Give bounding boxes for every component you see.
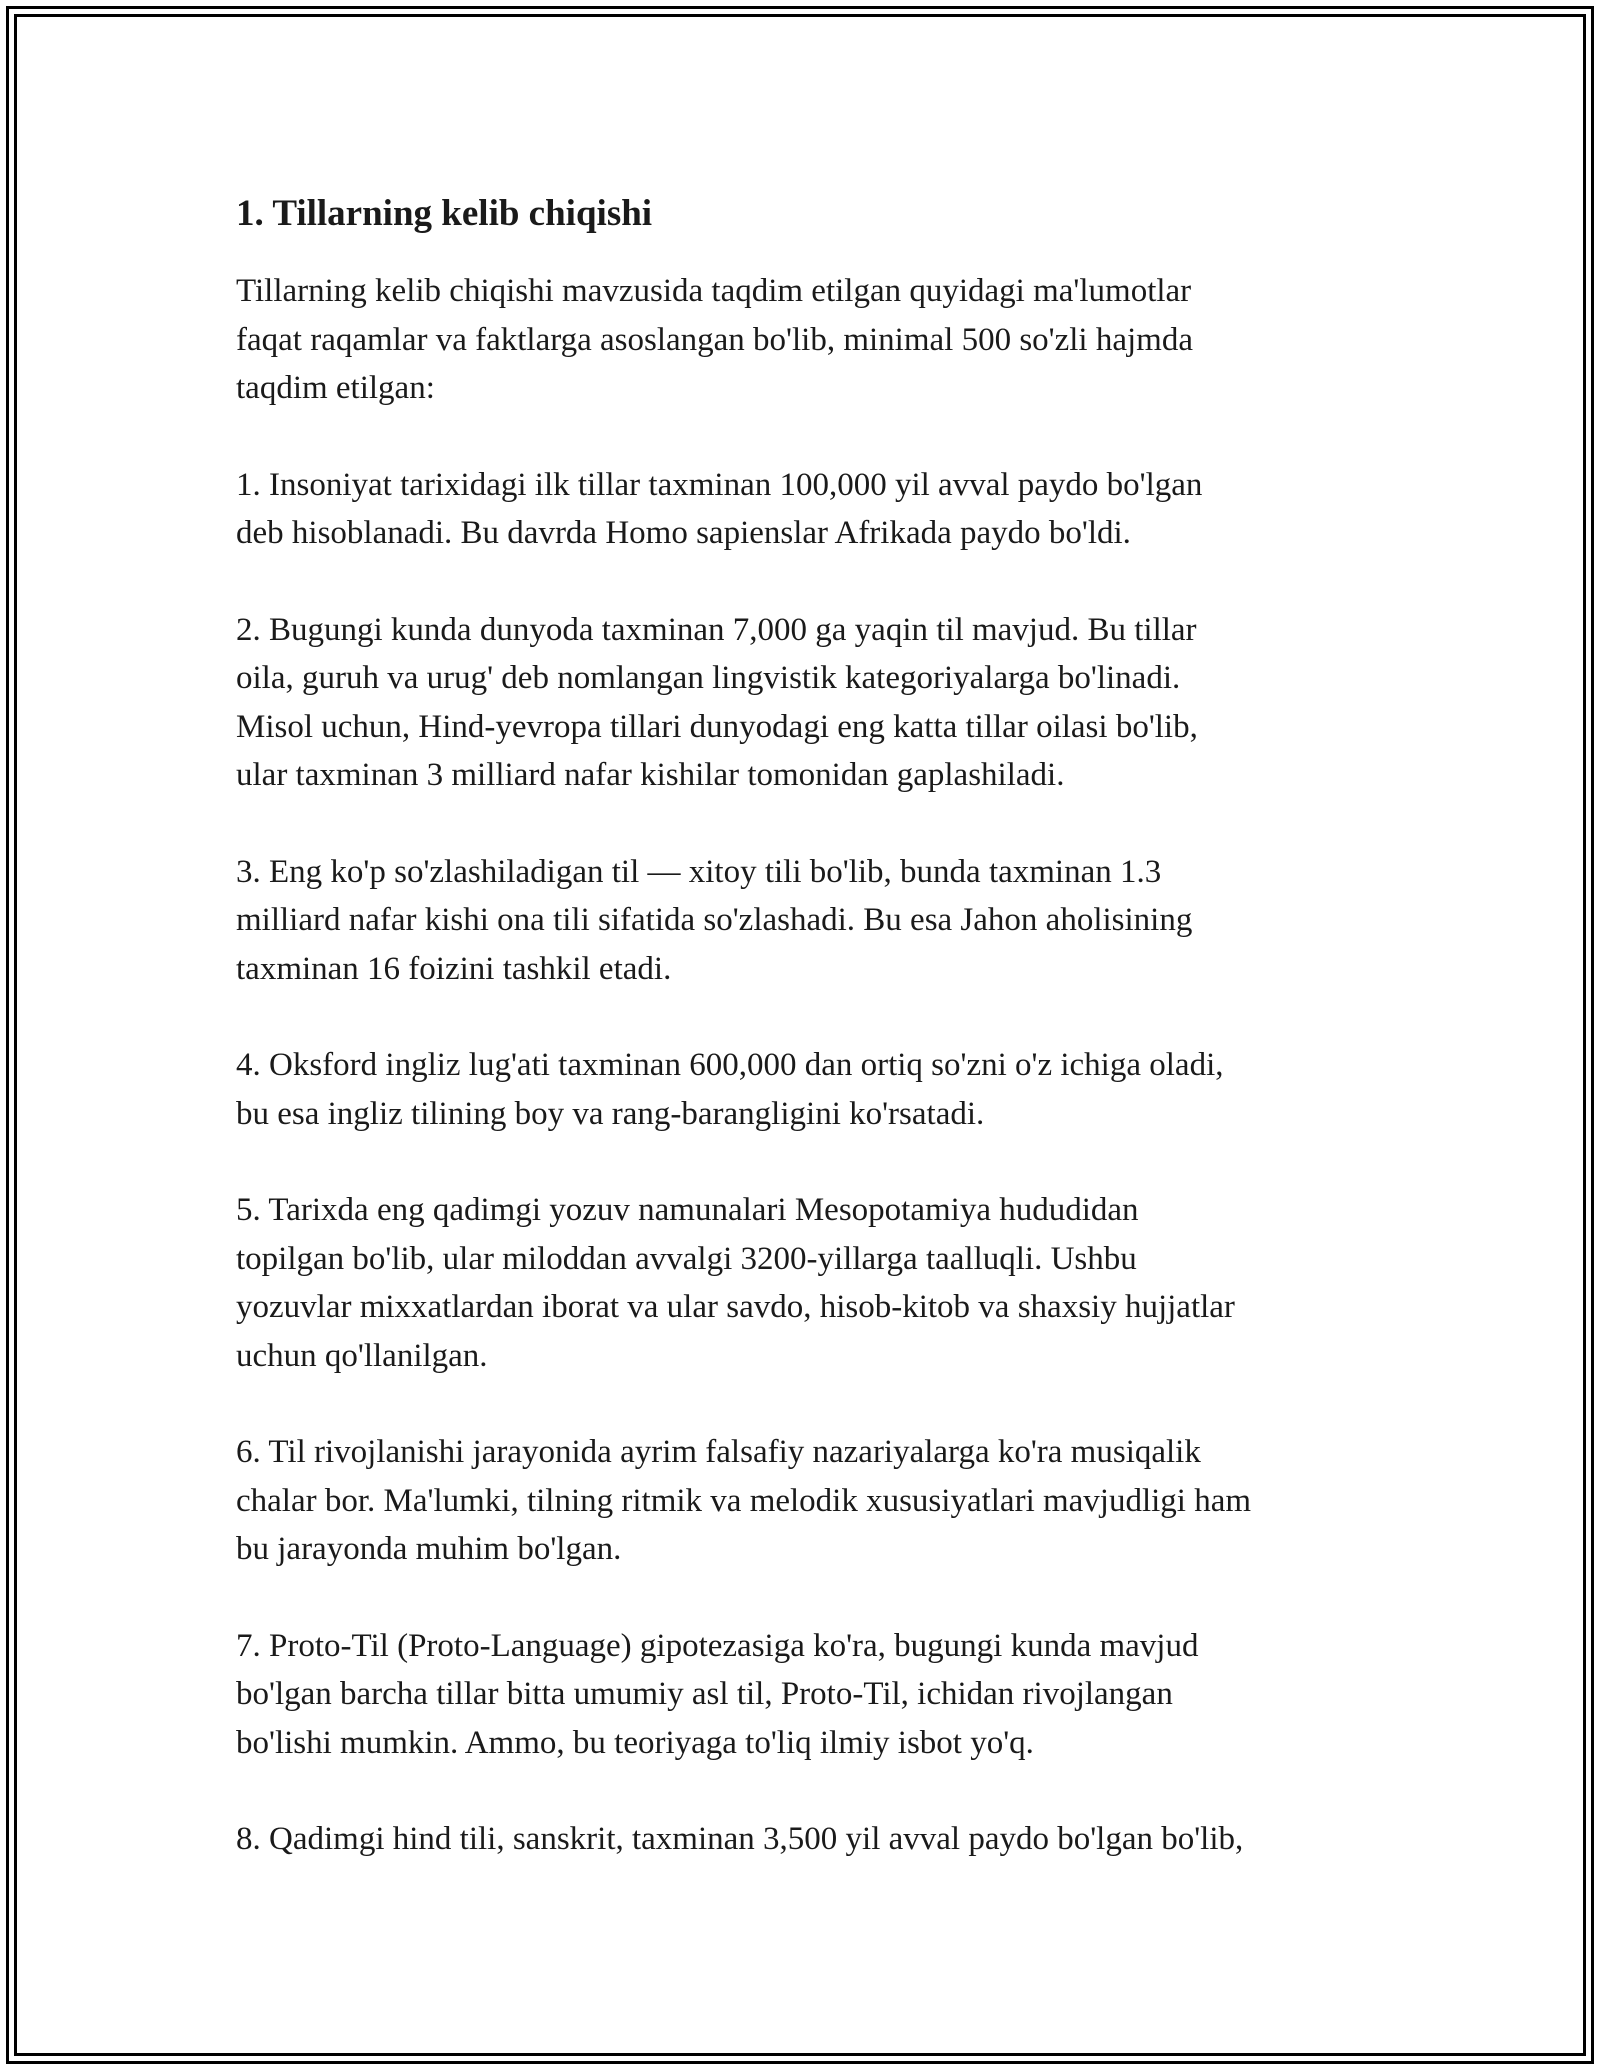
intro-paragraph: Tillarning kelib chiqishi mavzusida taqdim etilgan quyidagi ma'lumotlar faqat raqamlar va faktlarga asoslangan bo'lib, minimal 500 so'zli hajmda taqdim etilgan: [236, 273, 1193, 406]
section-title: 1. Tillarning kelib chiqishi [236, 193, 653, 234]
list-item-6: 6. Til rivojlanishi jarayonida ayrim falsafiy nazariyalarga ko'ra musiqalik chalar bor. Ma'lumki, tilning ritmik va melodik xususiyatlari mavjudligi ham bu jarayonda muhim bo'lgan. [236, 1434, 1252, 1567]
list-item-3: 3. Eng ko'p so'zlashiladigan til — xitoy tili bo'lib, bunda taxminan 1.3 milliard nafar kishi ona tili sifatida so'zlashadi. Bu esa Jahon aholisining taxminan 16 foizini tashkil etadi. [236, 853, 1193, 987]
list-item-2: 2. Bugungi kunda dunyoda taxminan 7,000 ga yaqin til mavjud. Bu tillar oila, guruh va urug' deb nomlangan lingvistik kategoriyalarga bo'linadi. Misol uchun, Hind-yevropa tillari dunyodagi eng katta tillar oilasi bo'lib, ular taxminan 3 milliard nafar kishilar tomonidan gaplashiladi. [236, 611, 1198, 793]
list-item-5: 5. Tarixda eng qadimgi yozuv namunalari Mesopotamiya hududidan topilgan bo'lib, ular miloddan avvalgi 3200-yillarga taalluqli. Ushbu yozuvlar mixxatlardan iborat va ular savdo, hisob-kitob va shaxsiy hujjatlar uchun qo'llanilgan. [236, 1192, 1235, 1374]
list-item-1: 1. Insoniyat tarixidagi ilk tillar taxminan 100,000 yil avval paydo bo'lgan deb hisoblanadi. Bu davrda Homo sapienslar Afrikada paydo bo'ldi. [236, 466, 1203, 551]
document-body [236, 185, 1396, 1912]
list-item-7: 7. Proto-Til (Proto-Language) gipotezasiga ko'ra, bugungi kunda mavjud bo'lgan barcha tillar bitta umumiy asl til, Proto-Til, ichidan rivojlangan bo'lishi mumkin. Ammo, bu teoriyaga to'liq ilmiy isbot yo'q. [236, 1627, 1199, 1761]
list-item-4: 4. Oksford ingliz lug'ati taxminan 600,000 dan ortiq so'zni o'z ichiga oladi, bu esa ingliz tilining boy va rang-barangligini ko'rsatadi. [236, 1047, 1224, 1132]
list-item-8: 8. Qadimgi hind tili, sanskrit, taxminan 3,500 yil avval paydo bo'lgan bo'lib, [236, 1821, 1244, 1857]
